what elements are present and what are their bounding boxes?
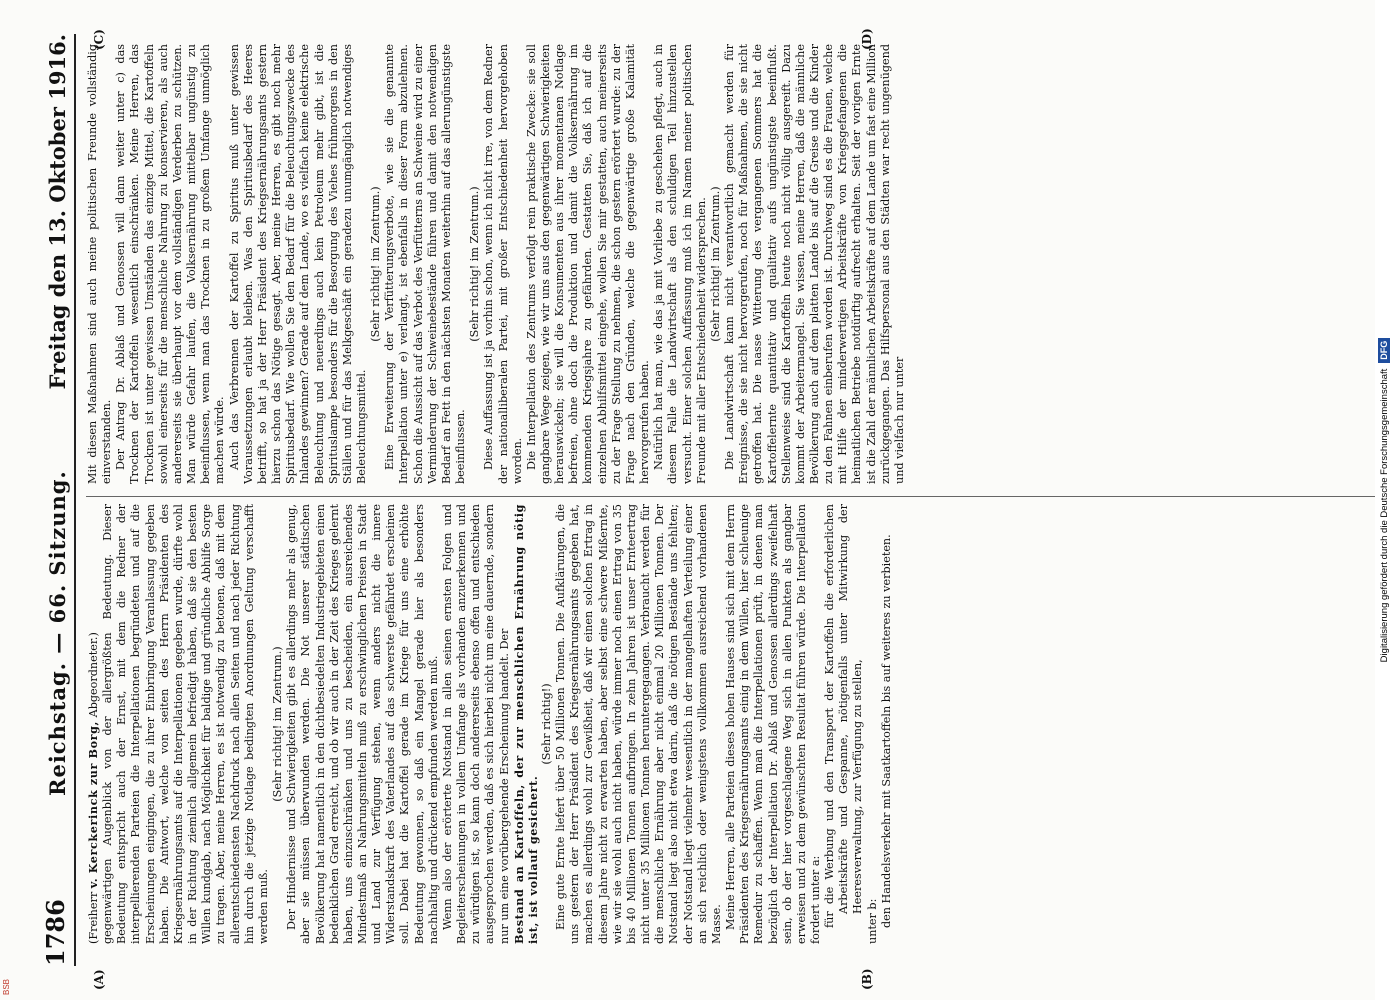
paragraph: Eine Erweiterung der Verfütterungsverbote, wie sie die genannte Interpellation unter e) verlangt, ist ebenfalls in dieser Form abzulehnen. Schon die Aussicht auf das Verbot des Verfütterns an Schweine wird zu einer Verminderung der Schweinebestände führen und damit den notwendigen Bedarf an Fett in den nächsten Monaten weiterhin auf das allerungünstigste beeinflussen. (383, 44, 468, 484)
paragraph: Die Landwirtschaft kann nicht verantwortlich gemacht werden für Ereignisse, die sie nicht hervorgerufen, noch für Maßnahmen, die sie nicht getroffen hat. Die nasse Witterung des vergangenen Sommers hat die Kartoffelernte quantitativ und qualitativ aufs ungünstigste beeinflußt. Stellenweise sind die Kartoffeln heute noch nicht völlig ausgereift. Dazu kommt der Arbeitermangel. Sie wissen, meine Herren, daß die männliche Bevölkerung auch auf dem platten Lande bis auf die Greise und die Kinder zu den Fahnen einberufen worden ist. Durchweg sind es die Frauen, welche mit Hilfe der minderwertigen Arbeitskräfte von Kriegsgefangenen die heimatlichen Betriebe notdürftig aufrecht erhalten. Seit der vorigen Ernte ist die Zahl der männlichen Arbeitskräfte auf dem Lande um fast eine Million zurückgegangen. Das Hilfspersonal aus den Städten war recht ungenügend und vielfach nur unter (723, 44, 906, 484)
interjection: (Sehr richtig! im Zentrum.) (708, 186, 722, 342)
list-label-b: unter b: (865, 898, 879, 944)
funding-label: Digitalisierung gefördert durch die Deutsche ForschungsgemeinschaftDFG (1375, 0, 1395, 1000)
dfg-logo-icon: DFG (1378, 338, 1390, 363)
speaker-line: (Freiherr v. Kerckerinck zur Borg, Abgeordneter.) (86, 632, 100, 944)
paragraph: Der Hindernisse und Schwierigkeiten gibt es allerdings mehr als genug, aber sie müssen überwunden werden. Die Not unserer städtischen Bevölkerung hat namentlich in den dichtbesiedelten Industriegebieten einen bedenklichen Grad erreicht, und ob wir auch in der Zeit des Krieges gelernt haben, uns einzuschränken und uns zu bescheiden, ein ausreichendes Mindestmaß an Nahrungsmitteln muß zu erschwinglichen Preisen in Stadt und Land zur Verfügung stehen, wenn anders nicht die innere Widerstandskraft des Vaterlandes auf das schwerste gefährdet erscheinen soll. Dabei hat die Kartoffel gerade im Kriege für uns eine erhöhte Bedeutung gewonnen, so daß ein Mangel gerade hier als besonders nachhaltig und drückend empfunden werden muß. (285, 504, 440, 944)
session-title: Reichstag. — 66. Sitzung. (45, 470, 70, 796)
paragraph: Wenn also der erörterte Notstand in allen seinen ernsten Folgen und Begleiterscheinungen in vollem Umfange als vorhanden anzuerkennen und zu würdigen ist, so kann doch andererseits ebenso offen und entschieden ausgesprochen werden, daß es sich hierbei nicht um eine dauernde, sondern nur um eine vorübergehende Erscheinung handelt. Der (440, 504, 511, 944)
left-column (86, 504, 1387, 944)
session-date: Freitag den 13. Oktober 1916. (45, 34, 70, 390)
bsb-corner-mark: BSB (2, 978, 11, 995)
page-header (30, 34, 76, 966)
interjection: (Sehr richtig! im Zentrum.) (271, 646, 285, 802)
paragraph: Mit diesen Maßnahmen sind auch meine politischen Freunde vollständig einverstanden. (86, 44, 114, 484)
column-divider (86, 496, 1387, 497)
paragraph: Diese Auffassung ist ja vorhin schon, wenn ich nicht irre, von dem Redner der nationalliberalen Partei, mit großer Entschiedenheit hervorgehoben worden. (482, 44, 524, 484)
paragraph: gegenwärtigen Augenblick von der allergrößten Bedeutung. Dieser Bedeutung entspricht auch der Ernst, mit dem die Redner der interpellierenden Parteien die Interpellationen begründeten und auf die Erscheinungen eingingen, die zu ihrer Einbringung Veranlassung gegeben haben. Die Antwort, welche von seiten des Herrn Präsidenten des Kriegsernährungsamts auf die Interpellationen gegeben wurde, dürfte wohl in der Richtung ziemlich allgemein befriedigt haben, daß sie den besten Willen kundgab, nach Möglichkeit für baldige und gründliche Abhilfe Sorge zu tragen. Aber, meine Herren, es ist notwendig zu betonen, daß mit dem allerentschiedensten Nachdruck nach allen Seiten und nach jeder Richtung hin durch die jetzige Notlage bedingten Anordnungen Geltung verschafft werden muß. (101, 504, 270, 944)
paragraph: Auch das Verbrennen der Kartoffel zu Spiritus muß unter gewissen Voraussetzungen erlaubt bleiben. Was den Spiritusbedarf des Heeres betrifft, so hat ja der Herr Präsident des Kriegsernährungsamts gestern hierzu schon das Nötige gesagt. Aber, meine Herren, es gibt noch mehr Spiritusbedarf. Wie wollen Sie den Bedarf für die Beleuchtungszwecke des Inlandes gewinnen? Gerade auf dem Lande, wo es vielfach keine elektrische Beleuchtung und neuerdings auch kein Petroleum mehr gibt, ist die Spirituslampe besonders für die Besorgung des Viehes frühmorgens in den Ställen und für das Melkgeschäft ein geradezu unumgänglich notwendiges Beleuchtungsmittel. (227, 44, 368, 484)
list-item-a: für die Werbung und den Transport der Kartoffeln die erforderlichen Arbeitskräfte und Gespanne, nötigenfalls unter Mitwirkung der Heeresverwaltung, zur Verfügung zu stellen, (823, 504, 865, 928)
paragraph: Eine gute Ernte liefert über 50 Millionen Tonnen. Die Aufklärungen, die uns gestern der Herr Präsident des Kriegsernährungsamts gegeben hat, machen es allerdings wohl zur Gewißheit, daß wir einen solchen Ertrag in diesem Jahre nicht zu erwarten haben, aber selbst eine schwere Mißernte, wie wir sie wohl auch nicht haben, würde immer noch einen Ertrag von 35 bis 40 Millionen Tonnen aufbringen. In zehn Jahren ist unser Ernteertrag nicht unter 35 Millionen Tonnen heruntergegangen. Verbraucht werden für die menschliche Ernährung aber nicht einmal 20 Millionen Tonnen. Der Notstand liegt also nicht etwa darin, daß die nötigen Bestände uns fehlten; der Notstand liegt vielmehr wesentlich in der mangelhaften Verteilung einer an sich reichlich oder wenigstens vollkommen ausreichend vorhandenen Masse. (554, 504, 723, 944)
funding-strip (1375, 0, 1395, 1000)
margin-marker-a: (A) (92, 969, 106, 990)
margin-marker-c: (C) (92, 29, 106, 50)
paragraph-emphasis: Bestand an Kartoffeln, der zur menschlichen Ernährung nötig ist, ist vollauf gesichert. (511, 504, 540, 944)
paragraph: Der Antrag Dr. Ablaß und Genossen will dann weiter unter c) das Trocknen der Kartoffeln wesentlich einschränken. Meine Herren, das Trocknen ist unter gewissen Umständen das einzige Mittel, die Kartoffeln sowohl einerseits für die menschliche Nahrung zu konservieren, als auch andererseits sie überhaupt vor dem vollständigen Verderben zu schützen. Man würde Gefahr laufen, die Volksernährung mittelbar ungünstig zu beeinflussen, wenn man das Trocknen in zu großem Umfange unmöglich machen würde. (114, 44, 227, 484)
margin-marker-b: (B) (860, 968, 874, 990)
interjection: (Sehr richtig! im Zentrum.) (369, 186, 383, 342)
page-number: 1786 (41, 899, 70, 966)
list-item-b: den Handelsverkehr mit Saatkartoffeln bis auf weiteres zu verbieten. (879, 534, 893, 928)
paragraph: Meine Herren, alle Parteien dieses hohen Hauses sind sich mit dem Herrn Präsidenten des Kriegsernährungsamts einig in dem Willen, hier schleunige Remedur zu schaffen. Wenn man die Interpellationen prüft, in denen man bezüglich der Interpellation Dr. Ablaß und Genossen allerdings zweifelhaft sein, ob der hier vorgeschlagene Weg sich in allen Punkten als gangbar erweisen und zu dem gewünschten Resultat führen würde. Die Interpellation fordert unter a: (724, 504, 822, 944)
paragraph: Natürlich hat man, wie das ja mit Vorliebe zu geschehen pflegt, auch in diesem Falle die Landwirtschaft als den schuldigen Teil hinzustellen versucht. Einer solchen Auffassung muß ich im Namen meiner politischen Freunde mit aller Entschiedenheit widersprechen. (652, 44, 708, 484)
interjection: (Sehr richtig! im Zentrum.) (468, 186, 482, 342)
margin-marker-d: (D) (860, 28, 874, 50)
paragraph: Die Interpellation des Zentrums verfolgt rein praktische Zwecke: sie soll gangbare Wege zeigen, wie wir uns aus den gegenwärtigen Schwierigkeiten herauswickeln; sie will die Konsumenten aus ihrer momentanen Notlage befreien, ohne doch die Produktion und damit die Volksernährung im kommenden Kriegsjahre zu gefährden. Gestatten Sie, daß ich auf die einzelnen Abhilfsmittel eingehe, wollen Sie mir gestatten, auch meinerseits zu der Frage Stellung zu nehmen, die schon gestern erörtert wurde: zu der Frage nach den Gründen, welche die gegenwärtige große Kalamität hervorgerufen haben. (524, 44, 652, 484)
right-column (86, 44, 1387, 484)
speaker-name: v. Kerckerinck zur Borg, (86, 720, 100, 889)
interjection: (Sehr richtig!) (540, 683, 553, 765)
